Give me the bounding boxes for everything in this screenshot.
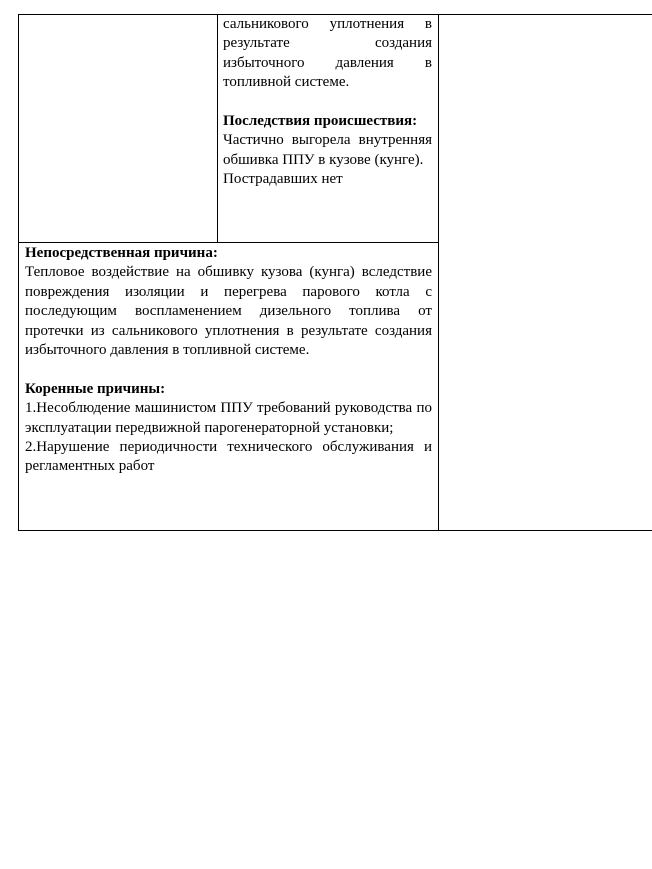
incident-continuation-text: сальникового уплотнения в результате создания избыточного давления в топливной системе. xyxy=(223,16,432,91)
column-divider-middle xyxy=(217,14,218,242)
casualties-text: Пострадавших нет xyxy=(223,171,343,188)
top-middle-cell xyxy=(223,15,432,190)
immediate-cause-text: Тепловое воздействие на обшивку кузова (кунга) вследствие повреждения изоляции и перегрева парового котла с последующим воспламенением дизельного топлива от протечки из сальникового уплотнения в результате создания избыточного давления в топливной системе. xyxy=(25,264,432,359)
root-causes-heading: Коренные причины: xyxy=(25,380,166,397)
root-cause-item: 2.Нарушение периодичности технического обслуживания и регламентных работ xyxy=(25,439,432,475)
root-cause-item: 1.Несоблюдение машинистом ППУ требований руководства по эксплуатации передвижной парогенераторной установки; xyxy=(25,400,432,436)
row-divider xyxy=(18,242,439,243)
table-bottom-border xyxy=(18,530,652,531)
causes-cell xyxy=(25,244,432,477)
top-left-empty-cell xyxy=(19,15,217,242)
immediate-cause-heading: Непосредственная причина: xyxy=(25,245,218,261)
right-empty-cell xyxy=(439,15,652,530)
consequences-text: Частично выгорела внутренняя обшивка ППУ в кузове (кунге). xyxy=(223,132,432,168)
consequences-heading: Последствия происшествия: xyxy=(223,113,418,130)
